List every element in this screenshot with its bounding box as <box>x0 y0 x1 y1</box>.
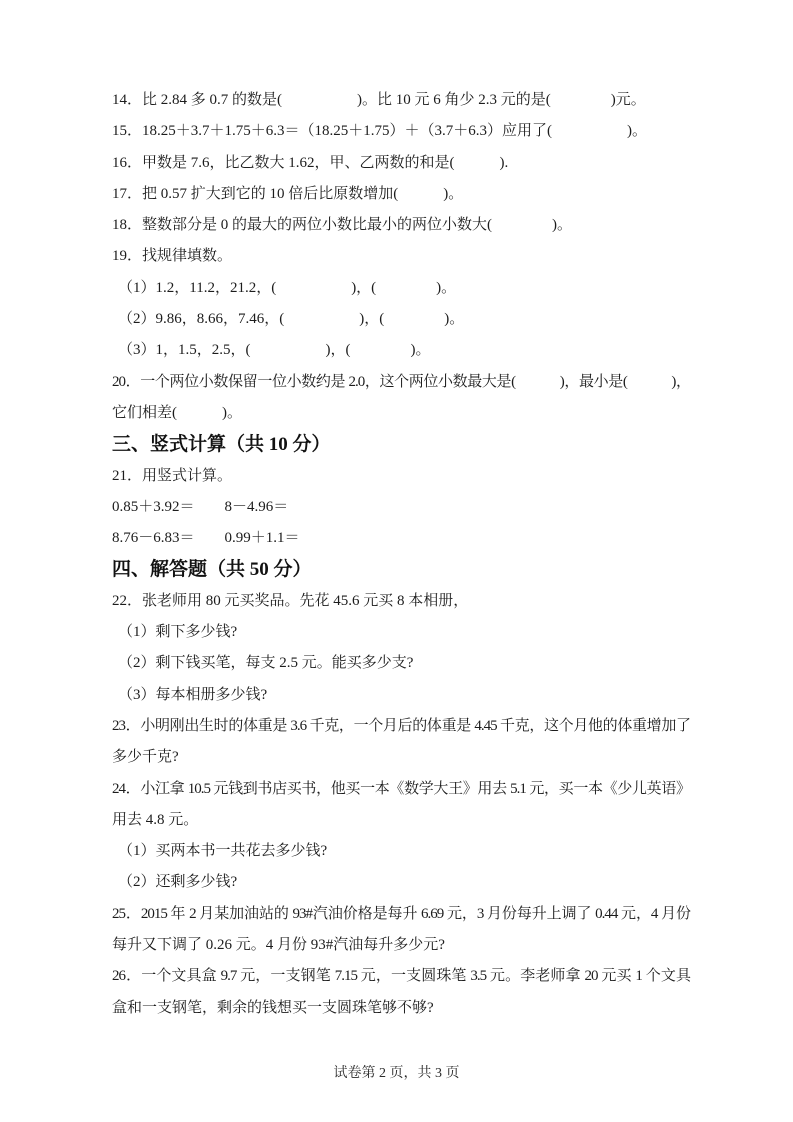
question-14: 14．比 2.84 多 0.7 的数是( )。比 10 元 6 角少 2.3 元的是( )元。 <box>112 92 646 108</box>
question-20-line-2: 它们相差( )。 <box>112 404 242 421</box>
question-24-line-2: 用去 4.8 元。 <box>112 811 199 828</box>
question-25-line-2: 每升又下调了 0.26 元。4 月份 93#汽油每升多少元? <box>112 937 445 954</box>
question-20-line-1: 20．一个两位小数保留一位小数约是 2.0，这个两位小数最大是( )，最小是( )， <box>112 373 690 390</box>
question-24-line-1: 24．小江拿 10.5 元钱到书店买书，他买一本《数学大王》用去 5.1 元，买一本《少儿英语》 <box>112 780 690 797</box>
exam-content <box>112 85 690 1024</box>
question-22: 22．张老师用 80 元买奖品。先花 45.6 元买 8 本相册， <box>112 592 469 609</box>
question-23-line-2: 多少千克? <box>112 749 179 766</box>
question-17: 17．把 0.57 扩大到它的 10 倍后比原数增加( )。 <box>112 185 464 202</box>
section-3-heading: 三、竖式计算（共 10 分） <box>112 434 331 456</box>
question-24-sub-1: （1）买两本书一共花去多少钱? <box>118 843 328 860</box>
question-24-sub-2: （2）还剩多少钱? <box>118 874 238 891</box>
question-19-sub-2: （2）9.86，8.66，7.46，( )，( )。 <box>118 311 465 328</box>
question-21: 21．用竖式计算。 <box>112 467 233 484</box>
question-21-expressions-row-2: 8.76－6.83＝ 0.99＋1.1＝ <box>112 530 300 547</box>
question-18: 18．整数部分是 0 的最大的两位小数比最小的两位小数大( )。 <box>112 217 572 234</box>
question-19: 19．找规律填数。 <box>112 248 233 265</box>
question-26-line-1: 26．一个文具盒 9.7 元，一支钢笔 7.15 元，一支圆珠笔 3.5 元。李老师拿 20 元买 1 个文具 <box>112 968 690 985</box>
question-19-sub-1: （1）1.2，11.2，21.2，( )，( )。 <box>118 279 457 296</box>
question-22-sub-1: （1）剩下多少钱? <box>118 624 238 641</box>
question-25-line-1: 25．2015 年 2 月某加油站的 93#汽油价格是每升 6.69 元，3 月份每升上调了 0.44 元，4 月份 <box>112 905 690 922</box>
question-19-sub-3: （3）1，1.5，2.5，( )，( )。 <box>118 342 431 359</box>
question-26-line-2: 盒和一支钢笔，剩余的钱想买一支圆珠笔够不够? <box>112 999 434 1016</box>
question-22-sub-2: （2）剩下钱买笔，每支 2.5 元。能买多少支? <box>118 655 414 672</box>
section-4-heading: 四、解答题（共 50 分） <box>112 559 312 581</box>
question-15: 15．18.25＋3.7＋1.75＋6.3＝（18.25＋1.75）＋（3.7＋6.3）应用了( )。 <box>112 123 647 140</box>
page-footer: 试卷第 2 页，共 3 页 <box>333 1066 460 1081</box>
question-16: 16．甲数是 7.6，比乙数大 1.62，甲、乙两数的和是( ). <box>112 154 509 171</box>
question-23-line-1: 23．小明刚出生时的体重是 3.6 千克，一个月后的体重是 4.45 千克，这个月他的体重增加了 <box>112 717 690 734</box>
question-21-expressions-row-1: 0.85＋3.92＝ 8－4.96＝ <box>112 498 289 515</box>
question-22-sub-3: （3）每本相册多少钱? <box>118 686 268 703</box>
